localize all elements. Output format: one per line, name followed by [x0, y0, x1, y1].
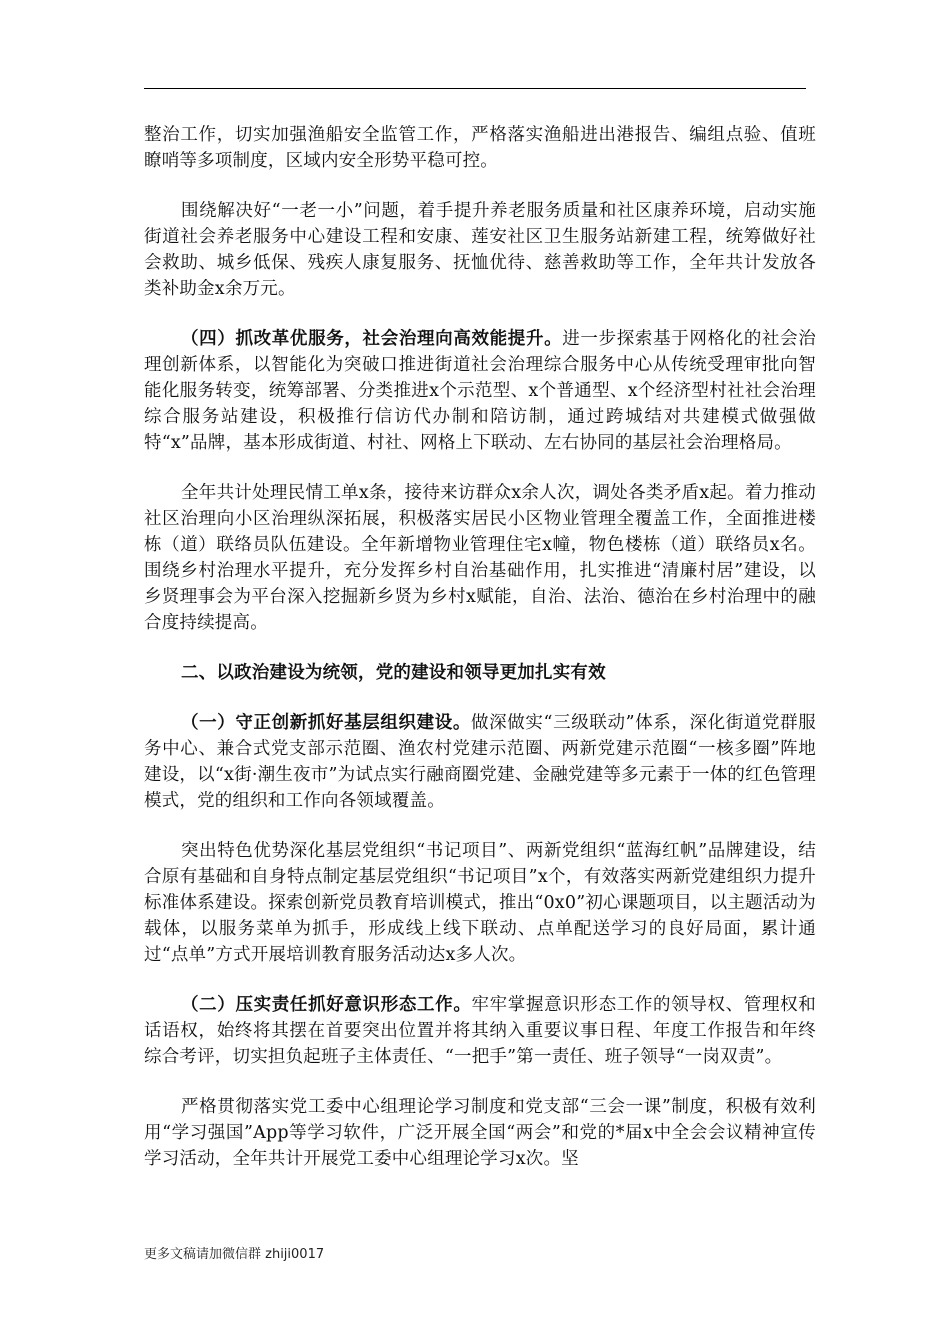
- paragraph-text: 牢牢掌握意识形态工作的领导权、管理权和话语权，始终将其摆在首要突出位置并将其纳入重要议事日程、年度工作报告和年终综合考评，切实担负起班子主体责任、“一把手”第一责任、班子领导“一岗双责”。: [144, 995, 816, 1067]
- paragraph-4: [144, 480, 816, 636]
- paragraph-text: 进一步探索基于网格化的社会治理创新体系，以智能化为突破口推进街道社会治理综合服务中心从传统受理审批向智能化服务转变，统筹部署、分类推进x个示范型、x个普通型、x个经济型村社社会治理综合服务站建设，积极推行信访代办制和陪访制，通过跨城结对共建模式做强做特“x”品牌，基本形成街道、村社、网格上下联动、左右协同的基层社会治理格局。: [144, 329, 816, 453]
- paragraph-text: 全年共计处理民情工单x条，接待来访群众x余人次，调处各类矛盾x起。着力推动社区治理向小区治理纵深拓展，积极落实居民小区物业管理全覆盖工作，全面推进楼栋（道）联络员队伍建设。全年新增物业管理住宅x幢，物色楼栋（道）联络员x名。围绕乡村治理水平提升，充分发挥乡村自治基础作用，扎实推进“清廉村居”建设，以乡贤理事会为平台深入挖掘新乡贤为乡村x赋能，自治、法治、德治在乡村治理中的融合度持续提高。: [144, 483, 816, 633]
- paragraph-text: 严格贯彻落实党工委中心组理论学习制度和党支部“三会一课”制度，积极有效利用“学习强国”App等学习软件，广泛开展全国“两会”和党的*届x中全会会议精神宣传学习活动，全年共计开展党工委中心组理论学习x次。坚: [144, 1097, 816, 1169]
- footer-note: 更多文稿请加微信群 zhiji0017: [144, 1247, 325, 1262]
- section-paragraph-3: [144, 992, 816, 1070]
- paragraph-2: [144, 198, 816, 302]
- paragraph-lead: （二）压实责任抓好意识形态工作。: [181, 995, 472, 1015]
- paragraph-text: 围绕解决好“一老一小”问题，着手提升养老服务质量和社区康养环境，启动实施街道社会养老服务中心建设工程和安康、莲安社区卫生服务站新建工程，统筹做好社会救助、城乡低保、残疾人康复服务、抚恤优待、慈善救助等工作，全年共计发放各类补助金x余万元。: [144, 201, 816, 299]
- paragraph-3: [144, 326, 816, 456]
- paragraph-lead: （一）守正创新抓好基层组织建设。: [181, 713, 472, 733]
- section-heading: 二、以政治建设为统领，党的建设和领导更加扎实有效: [181, 663, 606, 683]
- paragraph-lead: （四）抓改革优服务，社会治理向高效能提升。: [181, 329, 563, 349]
- paragraph-1: [144, 122, 816, 174]
- section-paragraph-2: [144, 838, 816, 968]
- document-body: [144, 122, 816, 1196]
- section-paragraph-1: [144, 710, 816, 814]
- paragraph-text: 做深做实“三级联动”体系，深化街道党群服务中心、兼合式党支部示范圈、渔农村党建示范圈、两新党建示范圈“一核多圈”阵地建设，以“x街·潮生夜市”为试点实行融商圈党建、金融党建等多元素于一体的红色管理模式，党的组织和工作向各领域覆盖。: [144, 713, 816, 811]
- section-paragraph-4: [144, 1094, 816, 1172]
- paragraph-text: 整治工作，切实加强渔船安全监管工作，严格落实渔船进出港报告、编组点验、值班瞭哨等多项制度，区域内安全形势平稳可控。: [144, 125, 816, 171]
- paragraph-text: 突出特色优势深化基层党组织“书记项目”、两新党组织“蓝海红帆”品牌建设，结合原有基础和自身特点制定基层党组织“书记项目”x个，有效落实两新党建组织力提升标准体系建设。探索创新党员教育培训模式，推出“0x0”初心课题项目，以主题活动为载体，以服务菜单为抓手，形成线上线下联动、点单配送学习的良好局面，累计通过“点单”方式开展培训教育服务活动达x多人次。: [144, 841, 816, 965]
- header-rule: [144, 88, 806, 89]
